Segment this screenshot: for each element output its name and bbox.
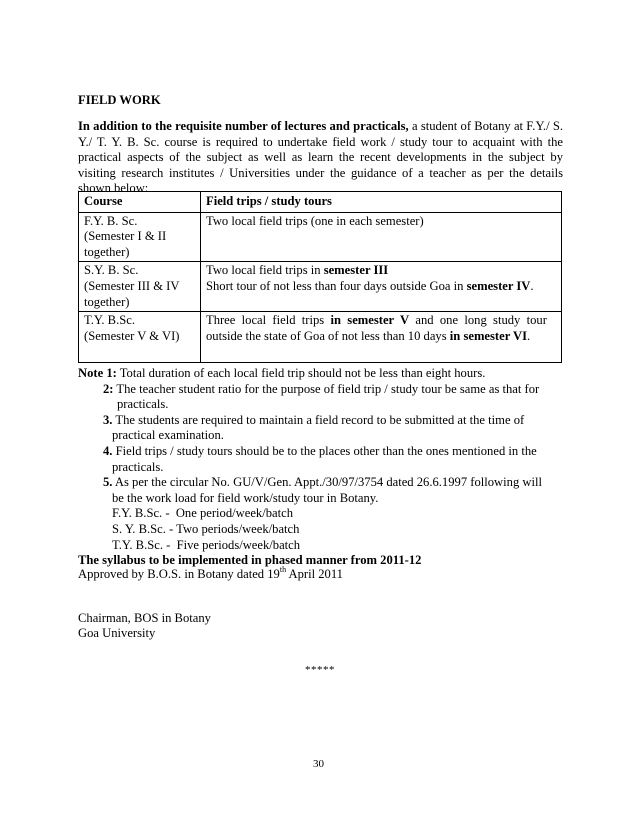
field-trips-table	[78, 191, 562, 363]
intro-paragraph	[78, 119, 563, 197]
university-name: Goa University	[78, 626, 156, 640]
note-3	[78, 413, 548, 429]
note-5-cont: be the work load for field work/study tour in Botany.	[112, 490, 379, 505]
trip-line	[206, 279, 557, 295]
note-text: The students are required to maintain a field record to be submitted at the time of	[112, 412, 525, 427]
trip-text: and one long study tour	[409, 313, 547, 328]
trip-text: Three local field trips	[206, 313, 331, 328]
course-cell	[79, 312, 201, 363]
course-semester-cont: together)	[84, 244, 130, 259]
trip-line: Two local field trips (one in each semester)	[206, 213, 424, 228]
notes-list	[78, 366, 548, 553]
note-number: 4.	[103, 443, 113, 458]
approval-text: Approved by B.O.S. in Botany dated 19	[78, 567, 280, 581]
trips-cell	[201, 212, 562, 262]
note-text: Total duration of each local field trip should not be less than eight hours.	[116, 366, 486, 380]
table-header-row	[79, 192, 562, 213]
course-name: T.Y. B.Sc.	[84, 313, 135, 328]
course-name: F.Y. B. Sc.	[84, 213, 138, 228]
note-1	[78, 366, 548, 382]
trip-semester: in semester V	[330, 313, 410, 328]
approval-line	[78, 567, 343, 583]
chairman-signature: Chairman, BOS in Botany	[78, 611, 211, 625]
note-number: 3.	[103, 412, 113, 427]
approval-date-suffix: th	[279, 565, 287, 574]
trip-semester: semester III	[323, 263, 389, 278]
note-4-cont: practicals.	[112, 459, 164, 474]
trip-line	[206, 313, 557, 329]
note-3-cont: practical examination.	[112, 428, 224, 443]
trips-cell	[201, 262, 562, 312]
approval-date: April 2011	[286, 567, 343, 581]
note-2	[78, 382, 548, 398]
note-number: 2:	[103, 381, 114, 396]
note-5	[78, 475, 548, 491]
workload-fy: F.Y. B.Sc. - One period/week/batch	[112, 506, 293, 521]
header-course: Course	[79, 192, 201, 213]
trip-line	[206, 263, 557, 279]
course-semester: (Semester III & IV	[84, 278, 180, 293]
trip-text: outside the state of Goa of not less than 10 days	[206, 328, 450, 343]
course-semester-cont: together)	[84, 294, 130, 309]
section-divider-stars: *****	[305, 664, 335, 676]
header-field-trips: Field trips / study tours	[201, 192, 562, 213]
course-cell	[79, 262, 201, 312]
trip-semester: semester IV	[466, 278, 531, 293]
course-cell	[79, 212, 201, 262]
note-2-cont: practicals.	[117, 397, 169, 412]
workload-sy: S. Y. B.Sc. - Two periods/week/batch	[112, 521, 300, 536]
note-4	[78, 444, 548, 460]
note-text: As per the circular No. GU/V/Gen. Appt./30/97/3754 dated 26.6.1997 following will	[112, 475, 542, 490]
note-number: 5.	[103, 475, 113, 490]
trip-semester: in semester VI	[449, 328, 527, 343]
trip-text: Two local field trips in	[206, 263, 324, 278]
trips-cell	[201, 312, 562, 363]
note-label: Note 1:	[78, 366, 117, 380]
trip-line	[206, 329, 557, 345]
course-semester: (Semester I & II	[84, 229, 167, 244]
trip-text: .	[526, 328, 531, 343]
trip-text: Short tour of not less than four days outside Goa in	[206, 278, 467, 293]
intro-text: a student of Botany at F.Y./ S. Y./ T. Y. B. Sc. course is required to undertake field work / study tour to acquaint with the practical aspects of the subject as well as learn the recent developments in the subject by visiting research institutes / Universities under the guidance of a teacher as per the details shown below:	[78, 119, 564, 196]
workload-ty: T.Y. B.Sc. - Five periods/week/batch	[112, 537, 301, 552]
table-row	[79, 212, 562, 262]
syllabus-statement: The syllabus to be implemented in phased manner from 2011-12	[78, 553, 422, 567]
page-number: 30	[313, 758, 324, 770]
note-text: The teacher student ratio for the purpose of field trip / study tour be same as that for	[113, 381, 540, 396]
note-text: Field trips / study tours should be to the places other than the ones mentioned in the	[112, 443, 537, 458]
course-semester: (Semester V & VI)	[84, 328, 180, 343]
trip-text: .	[530, 278, 534, 293]
section-heading: FIELD WORK	[78, 93, 161, 107]
intro-bold-lead: In addition to the requisite number of lectures and practicals,	[78, 119, 409, 133]
table-row	[79, 262, 562, 312]
table-row	[79, 312, 562, 363]
course-name: S.Y. B. Sc.	[84, 263, 139, 278]
